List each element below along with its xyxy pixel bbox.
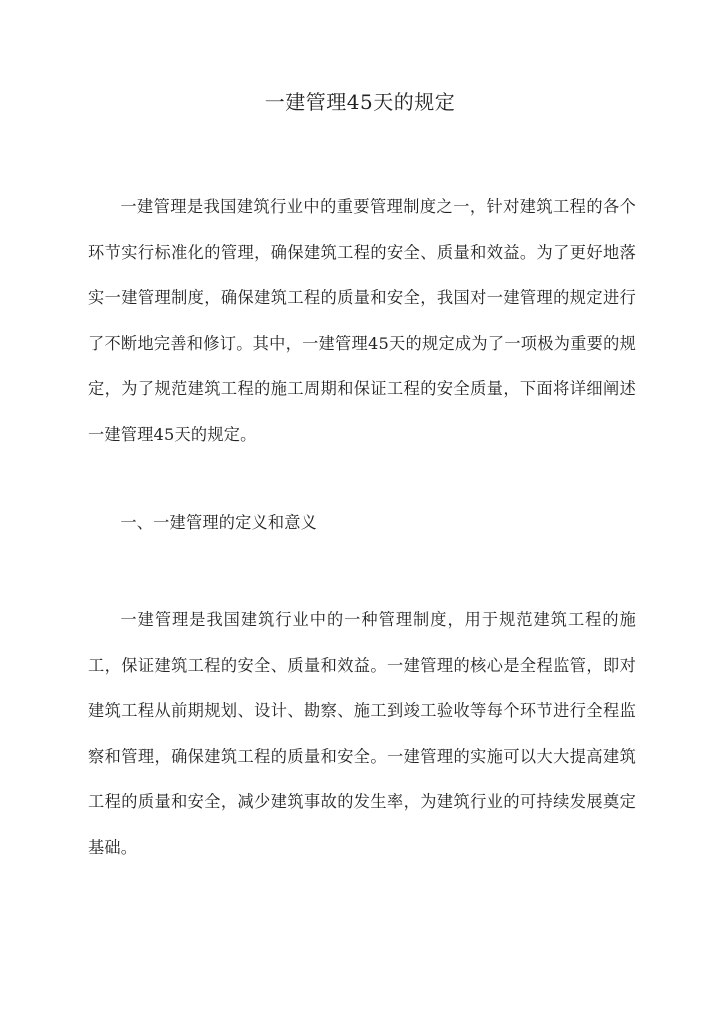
intro-paragraph: 一建管理是我国建筑行业中的重要管理制度之一，针对建筑工程的各个环节实行标准化的管理，确保建筑工程的安全、质量和效益。为了更好地落实一建管理制度，确保建筑工程的质量和安全，我国对一建管理的规定进行了不断地完善和修订。其中，一建管理45天的规定成为了一项极为重要的规定，为了规范建筑工程的施工周期和保证工程的安全质量，下面将详细阐述一建管理45天的规定。 — [88, 197, 636, 444]
document-title: 一建管理45天的规定 — [264, 90, 456, 114]
section-heading: 一、一建管理的定义和意义 — [120, 513, 318, 532]
section-paragraph: 一建管理是我国建筑行业中的一种管理制度，用于规范建筑工程的施工，保证建筑工程的安全、质量和效益。一建管理的核心是全程监管，即对建筑工程从前期规划、设计、勘察、施工到竣工验收等每个环节进行全程监察和管理，确保建筑工程的质量和安全。一建管理的实施可以大大提高建筑工程的质量和安全，减少建筑事故的发生率，为建筑行业的可持续发展奠定基础。 — [88, 610, 636, 857]
